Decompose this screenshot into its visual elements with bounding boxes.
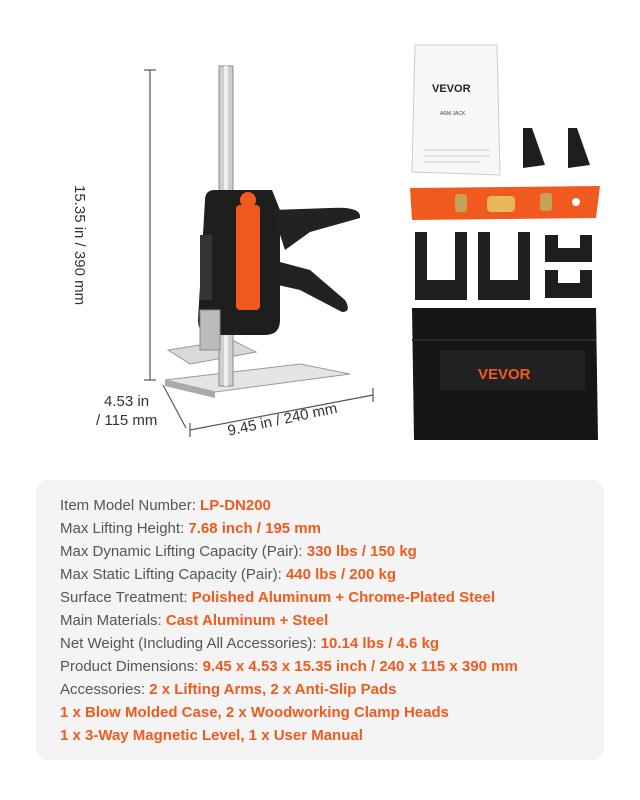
spec-model: Item Model Number: LP-DN200 — [60, 497, 271, 514]
manual-logo: VEVOR — [432, 83, 471, 95]
spec-product-dimensions: Product Dimensions: 9.45 x 4.53 x 15.35 inch / 240 x 115 x 390 mm — [60, 658, 518, 675]
width-dimension-label: 9.45 in / 240 mm — [226, 399, 339, 440]
spec-surface-treatment: Surface Treatment: Polished Aluminum + Chrome-Plated Steel — [60, 589, 495, 606]
woodworking-clamp-heads — [523, 128, 590, 168]
case-logo: VEVOR — [478, 366, 531, 383]
lifting-arms — [415, 232, 530, 300]
blow-molded-case — [412, 308, 598, 440]
anti-slip-pads — [545, 235, 592, 298]
depth-dimension-line — [163, 385, 186, 428]
manual-title: ARM JACK — [440, 111, 466, 117]
arm-jack-tool — [165, 66, 360, 398]
magnetic-level — [410, 186, 600, 220]
spec-main-materials: Main Materials: Cast Aluminum + Steel — [60, 612, 329, 629]
depth-dimension-inch: 4.53 in — [104, 393, 150, 410]
depth-dimension-mm: / 115 mm — [96, 412, 158, 429]
spec-max-lifting-height: Max Lifting Height: 7.68 inch / 195 mm — [60, 520, 321, 537]
spec-static-capacity: Max Static Lifting Capacity (Pair): 440 lbs / 200 kg — [60, 566, 396, 583]
user-manual — [412, 45, 500, 175]
specifications-card — [36, 480, 604, 760]
spec-dynamic-capacity: Max Dynamic Lifting Capacity (Pair): 330 lbs / 150 kg — [60, 543, 417, 560]
spec-accessories: Accessories: 2 x Lifting Arms, 2 x Anti-Slip Pads — [60, 681, 397, 698]
spec-net-weight: Net Weight (Including All Accessories): 10.14 lbs / 4.6 kg — [60, 635, 440, 652]
spec-accessories-line-2: 1 x Blow Molded Case, 2 x Woodworking Clamp Heads — [60, 704, 449, 721]
spec-accessories-line-3: 1 x 3-Way Magnetic Level, 1 x User Manual — [60, 727, 363, 744]
height-dimension-label: 15.35 in / 390 mm — [71, 185, 88, 306]
